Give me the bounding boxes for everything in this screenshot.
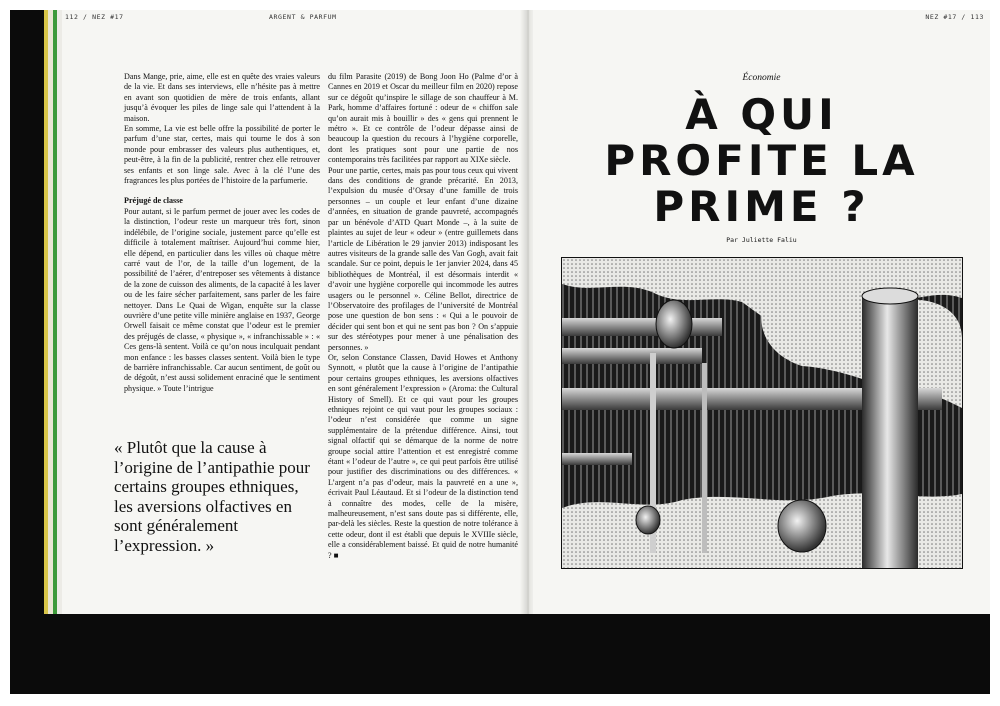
beam (562, 348, 702, 364)
disc (778, 500, 826, 552)
right-running-head: NEZ #17 / 113 (925, 13, 984, 21)
paragraph: Pour autant, si le parfum permet de jouer avec les codes de la distinction, l’odeur reste un marqueur très fort, sinon indélébile, de l’origine sociale, justement parce qu’elle est difficile à totalement maîtriser. Aujourd’hui comme hier, elle dépend, en particulier dans les villes où chaque mètre carré vaut de l’or, de la taille d’un logement, de la possibilité de l’aérer, d’entreposer ses vêtements à distance de la zone de cuisson des aliments, de la capacité à les laver ou de les faire sécher parfaitement, sans parler de les faire nettoyer. Dans Le Quai de Wigan, enquête sur la classe ouvrière d’une petite ville minière anglaise en 1937, George Orwell faisait ce même constat que l’odeur est le premier des préjugés de classe, « physique », « infranchissable » : « Ces gens-là sentent. Voilà ce qu’on nous inculquait pendant mon enfance : les basses classes sentent. Voilà bien le type de barrière infranchissable. Car aucun sentiment, de goût ou de dégoût, n’est aussi solidement enraciné que le sentiment physique. » Toute l’intrigue (124, 206, 320, 393)
beam (562, 453, 632, 465)
article-illustration (561, 257, 963, 569)
paragraph: Pour une partie, certes, mais pas pour tous ceux qui vivent dans des conditions de grande précarité. En 2013, l’expulsion du musée d’Orsay d’une famille de trois personnes – un couple et leur enfant d’une dizaine d’années, en situation de grande pauvreté, accompagnés par un bénévole d’ATD Quart Monde –, à la suite de plaintes au sujet de leur « odeur » (entre guillemets dans l’article de Libération le 29 janvier 2013) indisposant les autres visiteurs de la grande salle des Van Gogh, avait fait scandale. Sur ce point, depuis le 1er janvier 2024, dans 45 bibliothèques de Montréal, il est désormais interdit « d’avoir une hygiène corporelle qui incommode les autres usagers ou le personnel ». Céline Bellot, directrice de l’Observatoire des profilages de l’université de Montréal pose une question de bon sens : « Qui a le pouvoir de décider qui sent bon et qui ne sent pas bon ? On s’appuie sur des stéréotypes pour mener à une pénalisation des personnes. » (328, 165, 518, 352)
paragraph: Dans Mange, prie, aime, elle est en quête des vraies valeurs de la vie. Et dans ses interviews, elle n’hésite pas à mettre en avant son quotidien de mère de trois enfants, allant jusqu’à évoquer les piles de linge sale qui l’attendent à la maison. (124, 72, 320, 123)
right-page (533, 10, 990, 614)
article-title (533, 92, 990, 230)
pull-quote: « Plutôt que la cause à l’origine de l’antipathie pour certains groupes ethniques, les aversions olfactives en sont généralement l’expression. » (114, 438, 310, 555)
left-column-1 (124, 72, 320, 394)
post (702, 363, 707, 553)
disc (656, 300, 692, 348)
paragraph: En somme, La vie est belle offre la possibilité de porter le parfum d’une star, certes, mais qui tourne le dos à son monde pour embrasser des valeurs plus authentiques, et, peut-être, à la fin de la publicité, rentrer chez elle retrouver ses enfants et son linge sale. Avec à la clé l’une des fragrances les plus portées de l’histoire de la parfumerie. (124, 124, 320, 186)
title-line: À QUI (685, 90, 838, 139)
beam (562, 318, 722, 336)
cylinder-column (862, 294, 918, 568)
disc (636, 506, 660, 534)
paragraph: du film Parasite (2019) de Bong Joon Ho (Palme d’or à Cannes en 2019 et Oscar du meilleur film en 2020) repose sur ce dégoût qu’inspire le sillage de son chauffeur à M. Park, homme d’affaires fortuné : odeur de « chiffon sale qu’on aurait mis à bouillir » des « gens qui prennent le métro ». Et ce contrôle de l’odeur dépasse ainsi de beaucoup la question du recours à l’hygiène corporelle, dont les pratiques sont pour une partie de nos contemporains très facilitées par rapport au XIXe siècle. (328, 72, 518, 165)
title-line: PRIME ? (653, 182, 870, 231)
title-line: PROFITE LA (604, 136, 919, 185)
left-page (62, 10, 528, 614)
subheading: Préjugé de classe (124, 196, 183, 206)
paragraph: Or, selon Constance Classen, David Howes et Anthony Synnott, « plutôt que la cause à l’origine de l’antipathie pour certains groupes ethniques, les aversions olfactives en sont généralement l’expression » (Aroma: the Cultural History of Smell). Et ce qui vaut pour les groupes ethniques rejoint ce qui vaut pour les groupes sociaux : l’odeur n’est considérée que comme un signe supplémentaire de la prétendue différence. Ainsi, tout signal olfactif qui se démarque de la norme de notre groupe social attire l’attention et est enregistré comme étant « l’odeur de l’autre », ce qui peut parfois être utilisé pour justifier des discriminations ou des différences. « L’argent n’a pas d’odeur, mais la pauvreté en a une », écrivait Paul Léautaud. Et si l’odeur de la distinction tend à connaître des modes, celle de la misère, malheureusement, n’est sans doute pas si différente, elle, par-delà les siècles. Reste la question de notre tolérance à cette odeur, dont il est établi que depuis le XVIIIe siècle, elle a considérablement baissé. Et quid de notre humanité ? ■ (328, 352, 518, 560)
section-label: ARGENT & PARFUM (269, 13, 337, 21)
left-running-head: 112 / NEZ #17 (65, 13, 124, 21)
byline: Par Juliette Faliu (726, 236, 797, 244)
section-kicker: Économie (742, 73, 781, 83)
cylinder-top (862, 288, 918, 304)
left-column-2 (328, 72, 518, 561)
